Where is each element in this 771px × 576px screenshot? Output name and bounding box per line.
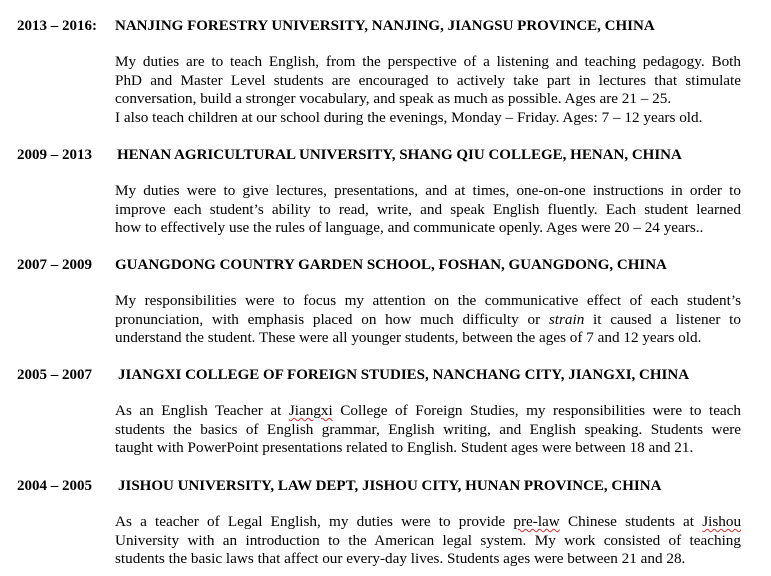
description-line: understand the student. These were all younger students, between the ages of 7 and 12 years old. [115, 329, 702, 347]
description-line: My duties were to give lectures, presentations, and at times, one-on-one instructions in order to [115, 182, 741, 199]
entry-heading [17, 477, 662, 495]
entry-description [115, 402, 741, 458]
text-segment: As a teacher of Legal English, my duties were to provide [115, 513, 506, 530]
spellcheck-word: pre-law [513, 513, 560, 530]
spellcheck-word: Jishou [702, 513, 742, 530]
description-line: conversation, build a stronger vocabulary, and speak as much as possible. Ages are 21 – 25. [115, 90, 672, 108]
entry-heading [17, 17, 655, 35]
entry-heading [17, 146, 682, 164]
description-line: I also teach children at our school during the evenings, Monday – Friday. Ages: 7 – 12 years old. [115, 108, 703, 126]
description-line: how to effectively use the rules of language, and communicate openly. Ages were 20 – 24 years.. [115, 219, 704, 237]
description-line: taught with PowerPoint presentations related to English. Student ages were between 18 and 21. [115, 439, 694, 457]
entry-dates: 2005 – 2007 [17, 367, 92, 383]
entry-organization: JIANGXI COLLEGE OF FOREIGN STUDIES, NANCHANG CITY, JIANGXI, CHINA [118, 367, 690, 383]
entry-organization: HENAN AGRICULTURAL UNIVERSITY, SHANG QIU COLLEGE, HENAN, CHINA [117, 147, 682, 163]
description-line: improve each student’s ability to read, write, and speak English fluently. Each student learned [115, 200, 741, 218]
description-line: students the basics of English grammar, English writing, and English speaking. Students were [115, 420, 741, 438]
entry-heading [17, 256, 667, 274]
entry-heading [17, 366, 690, 384]
italic-word: strain [548, 310, 585, 328]
entry-organization: GUANGDONG COUNTRY GARDEN SCHOOL, FOSHAN, GUANGDONG, CHINA [115, 257, 667, 273]
description-line [115, 513, 741, 532]
text-segment: it caused a listener to [593, 310, 741, 328]
entry-dates: 2009 – 2013 [17, 147, 92, 163]
text-segment: College of Foreign Studies, my responsibilities were to teach [340, 402, 742, 419]
entry-organization: NANJING FORESTRY UNIVERSITY, NANJING, JIANGSU PROVINCE, CHINA [115, 18, 655, 34]
entry-dates: 2013 – 2016: [17, 18, 97, 34]
description-line [115, 402, 741, 421]
entry-organization: JISHOU UNIVERSITY, LAW DEPT, JISHOU CITY, HUNAN PROVINCE, CHINA [118, 478, 662, 494]
text-segment: pronunciation, with emphasis placed on how much difficulty or [115, 310, 541, 328]
description-line: My responsibilities were to focus my attention on the communicative effect of each student’s [115, 292, 741, 309]
text-segment: Chinese students at [567, 513, 695, 530]
entry-description [115, 513, 741, 569]
description-line: University with an introduction to the American legal system. My work consisted of teaching [115, 531, 741, 549]
description-line: My duties are to teach English, from the perspective of a listening and teaching pedagogy. Both [115, 53, 741, 70]
description-line: PhD and Master Level students are encouraged to actively take part in lectures that stimulate [115, 71, 741, 89]
description-line [115, 311, 741, 330]
spellcheck-word: Jiangxi [288, 402, 333, 419]
entry-description [115, 292, 741, 348]
entry-dates: 2007 – 2009 [17, 257, 92, 273]
entry-dates: 2004 – 2005 [17, 478, 92, 494]
entry-description [115, 182, 741, 238]
description-line: students the basic laws that affect our every-day lives. Students ages were between 21 and 28. [115, 550, 686, 568]
text-segment: As an English Teacher at [115, 402, 282, 419]
entry-description [115, 53, 741, 127]
